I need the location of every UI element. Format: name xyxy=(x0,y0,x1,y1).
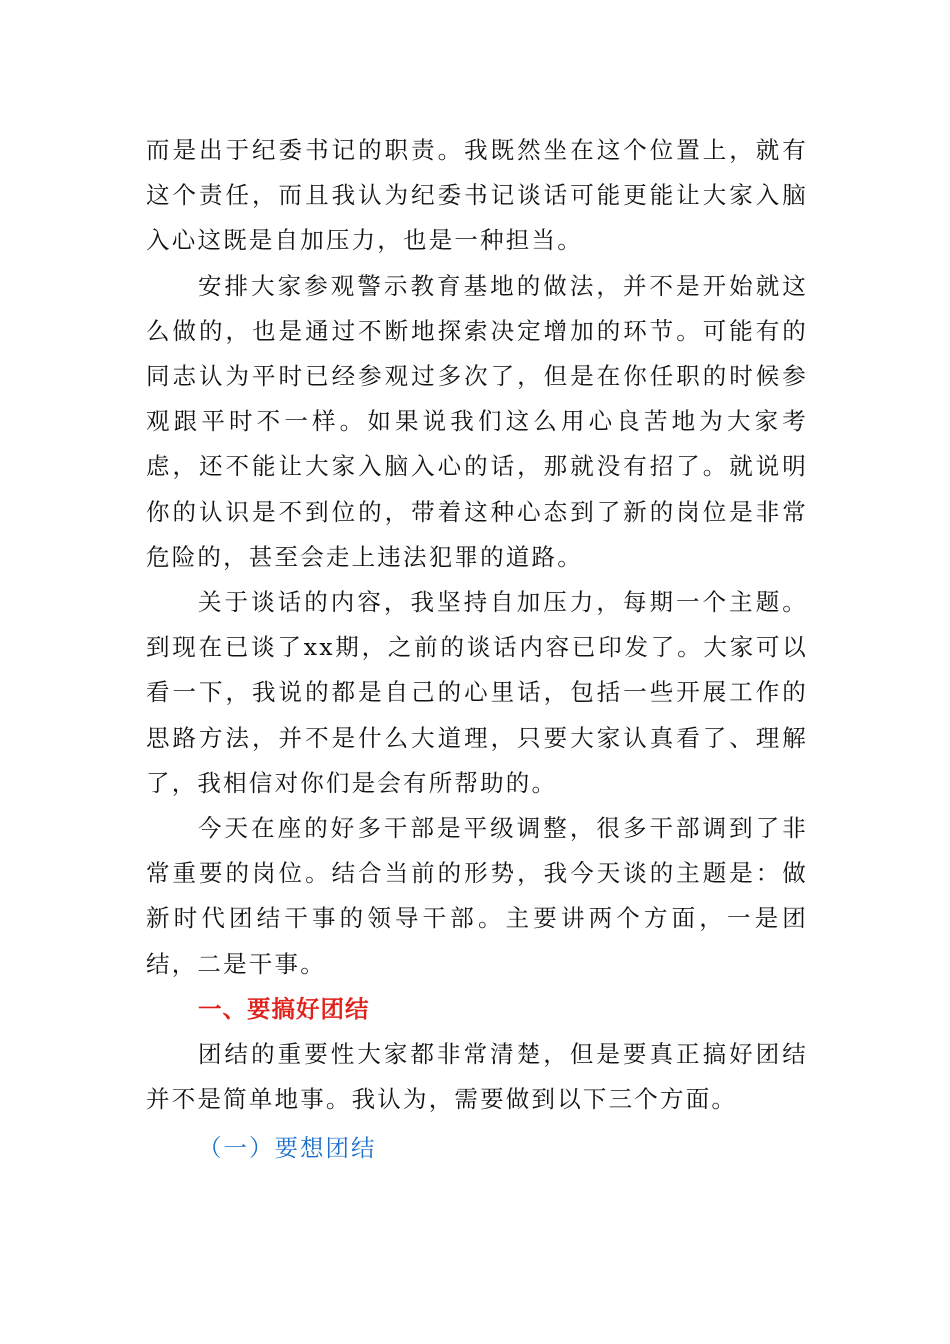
subsection-heading-want-unity: （一）要想团结 xyxy=(198,1134,377,1163)
paragraph-warning-education: 安排大家参观警示教育基地的做法，并不是开始就这么做的，也是通过不断地探索决定增加的环节。可能有的同志认为平时已经参观过多次了，但是在你任职的时候参观跟平时不一样。如果说我们这么用心良苦地为大家考虑，还不能让大家入脑入心的话，那就没有招了。就说明你的认识是不到位的，带着这种心态到了新的岗位是非常危险的，甚至会走上违法犯罪的道路。 xyxy=(146,271,808,571)
document-body xyxy=(146,128,808,1172)
paragraph-talk-content: 关于谈话的内容，我坚持自加压力，每期一个主题。到现在已谈了xx期，之前的谈话内容已印发了。大家可以看一下，我说的都是自己的心里话，包括一些开展工作的思路方法，并不是什么大道理，只要大家认真看了、理解了，我相信对你们是会有所帮助的。 xyxy=(146,588,808,797)
paragraph-today-theme: 今天在座的好多干部是平级调整，很多干部调到了非常重要的岗位。结合当前的形势，我今天谈的主题是：做新时代团结干事的领导干部。主要讲两个方面，一是团结，二是干事。 xyxy=(146,814,808,978)
paragraph-continuation: 而是出于纪委书记的职责。我既然坐在这个位置上，就有这个责任，而且我认为纪委书记谈话可能更能让大家入脑入心这既是自加压力，也是一种担当。 xyxy=(146,136,808,255)
paragraph-unity-importance: 团结的重要性大家都非常清楚，但是要真正搞好团结并不是简单地事。我认为，需要做到以下三个方面。 xyxy=(146,1040,808,1114)
section-heading-unity: 一、要搞好团结 xyxy=(198,994,370,1023)
